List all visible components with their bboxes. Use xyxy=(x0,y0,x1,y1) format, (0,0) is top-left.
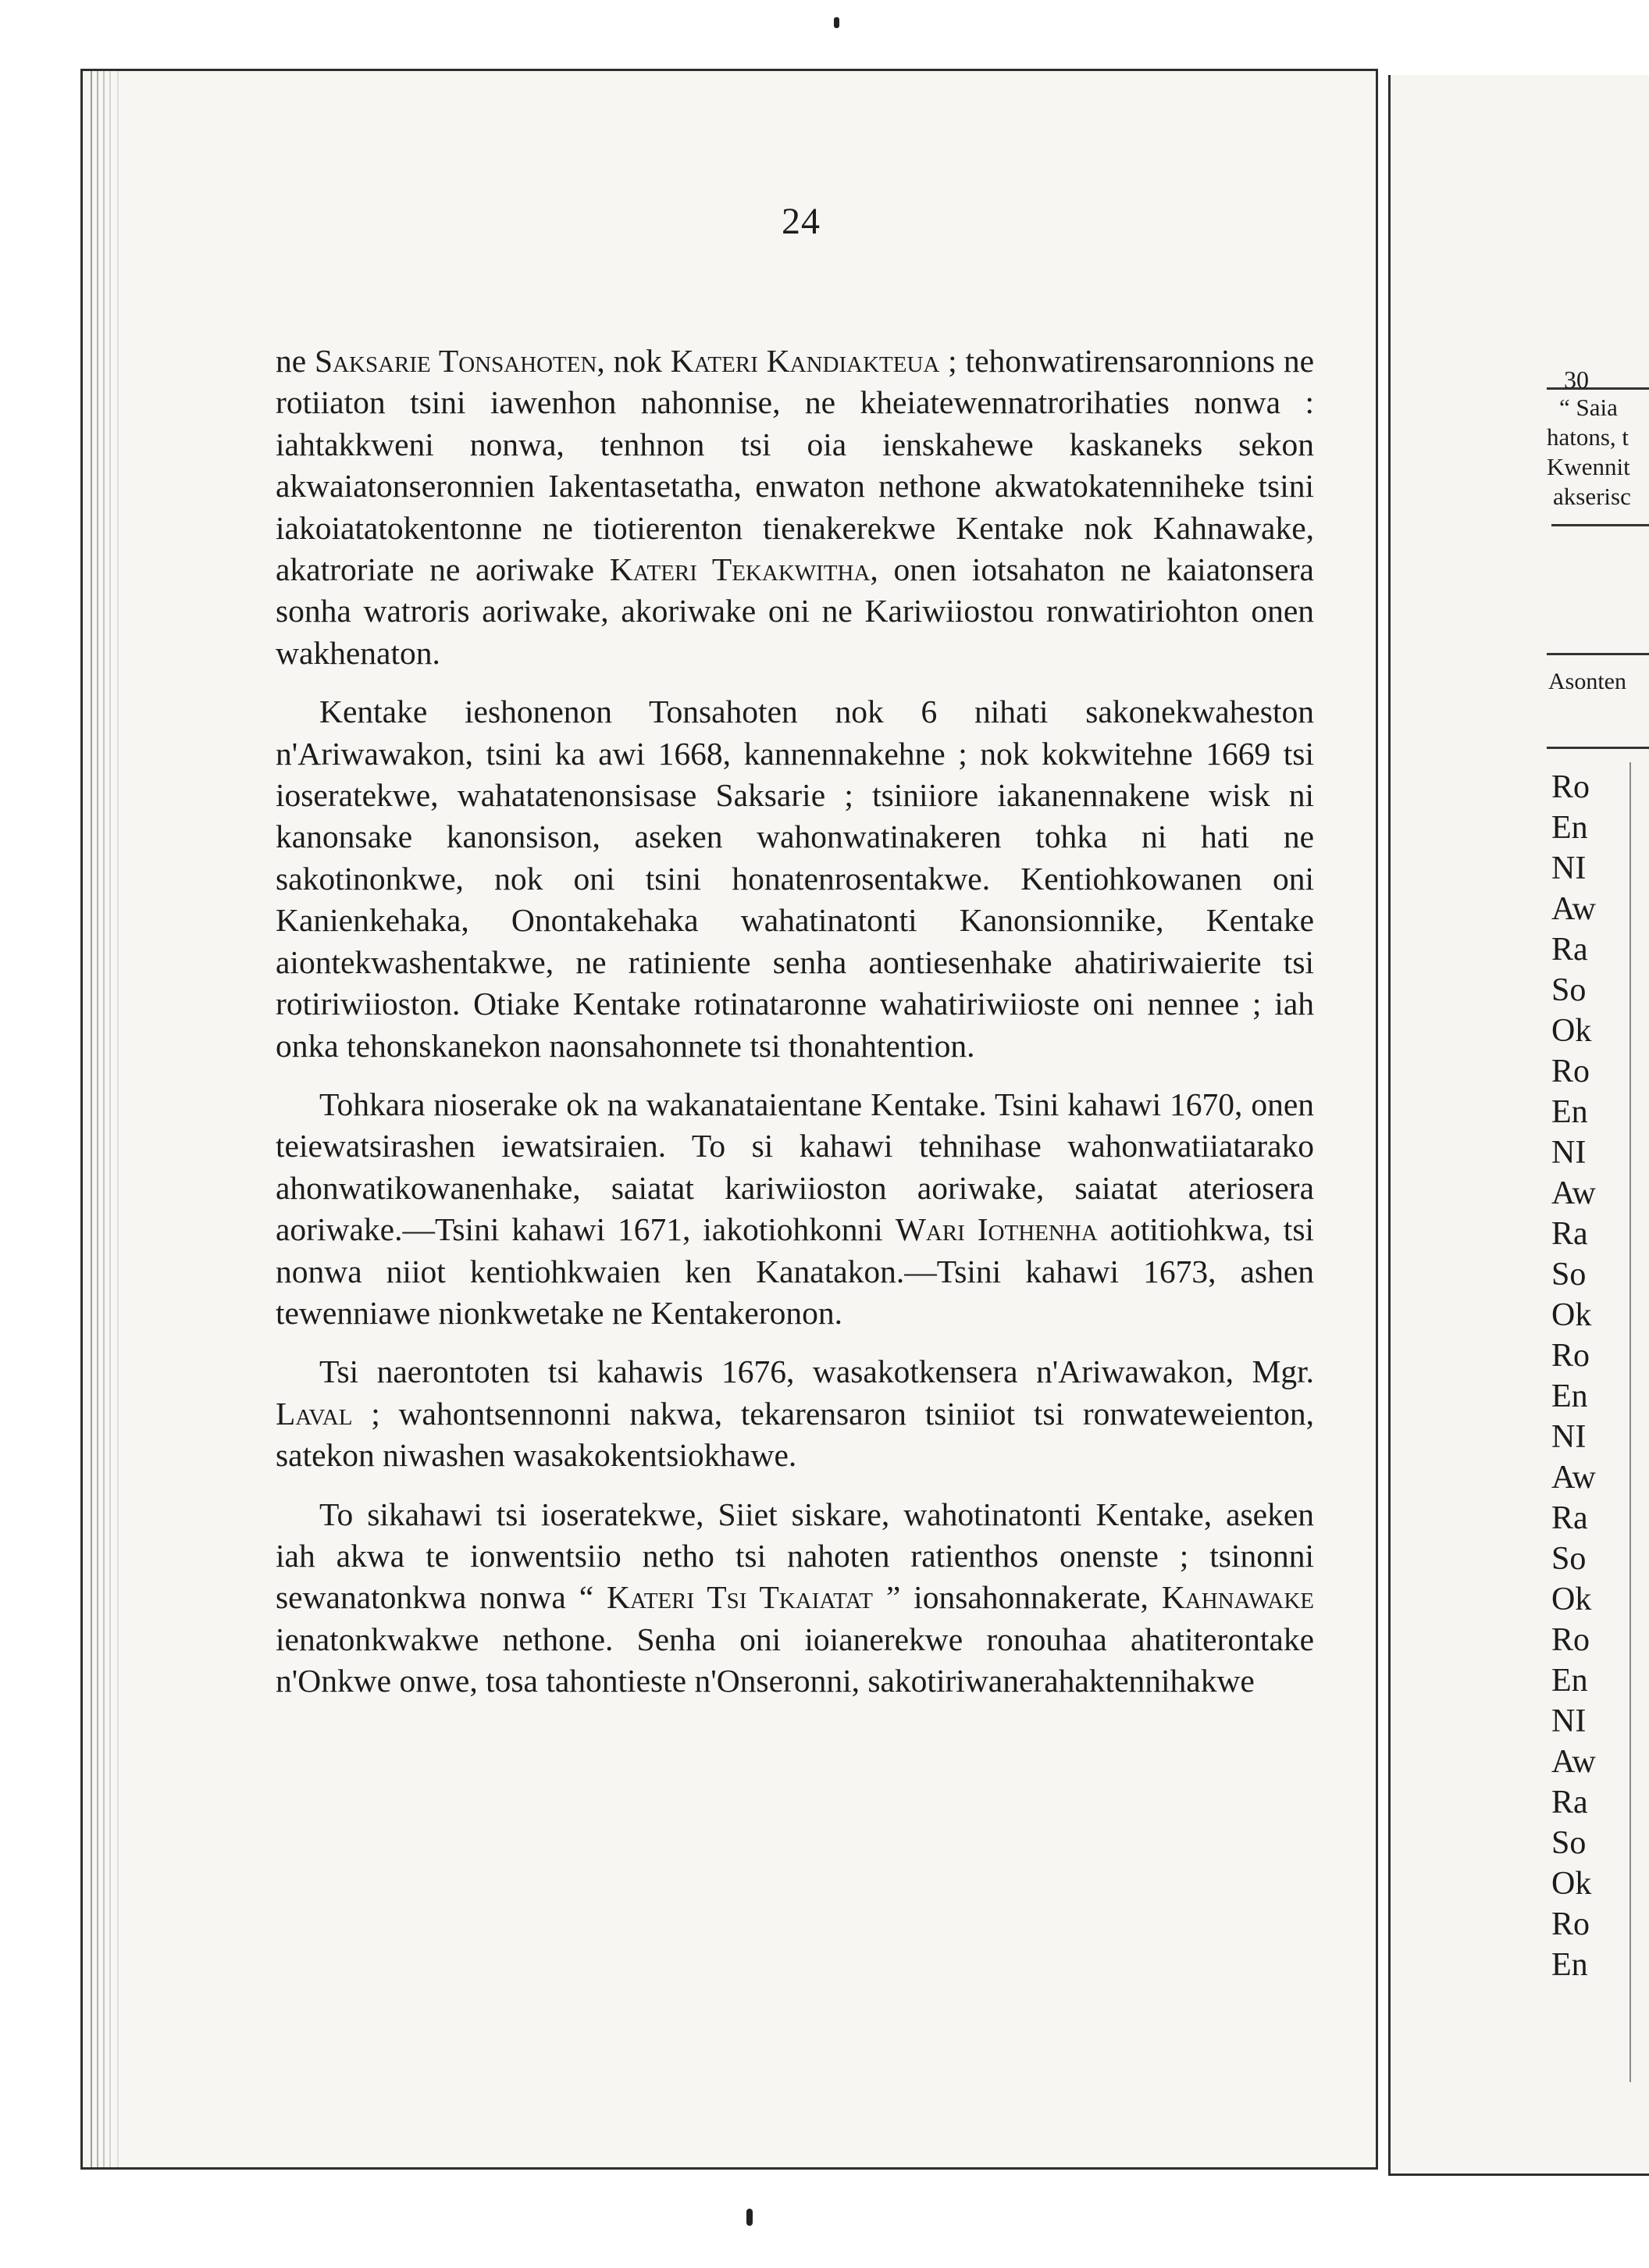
column-divider xyxy=(1629,762,1631,2082)
rule-line xyxy=(1547,653,1649,655)
list-item: Aw xyxy=(1551,1175,1596,1211)
name-small-caps: Kateri Tekakwitha xyxy=(609,551,871,588)
list-item: Ra xyxy=(1551,932,1588,968)
next-page-heading: Asonten xyxy=(1548,669,1626,694)
paragraph xyxy=(276,1084,1314,1334)
paragraph xyxy=(276,1494,1314,1703)
name-small-caps: Kateri Kandiakteua xyxy=(670,343,940,379)
list-item: Ra xyxy=(1551,1500,1588,1536)
next-page-number: 30 xyxy=(1564,366,1589,394)
list-item: NI xyxy=(1551,1135,1587,1171)
paragraph xyxy=(276,691,1314,1067)
name-small-caps: Kahnawake xyxy=(1161,1579,1314,1616)
list-item: So xyxy=(1551,972,1587,1008)
list-item: NI xyxy=(1551,850,1587,886)
next-page-list xyxy=(1551,767,1596,1985)
list-item: En xyxy=(1551,1378,1588,1414)
list-item: Aw xyxy=(1551,1744,1596,1780)
list-item: So xyxy=(1551,1825,1587,1861)
text-segment: ; tehonwatirensaronnions ne rotiiaton tsini iawenhon nahonnise, ne kheiatewennatrorihaties nonwa : iahtakkweni nonwa, tenhnon tsi oia ienskahewe kaskaneks sekon akwaiatonseronnien Iakentasetatha, enwaton nethone akwatokatenniheke tsini iakoiatatokentonne ne tiotierenton tienakerekwe Kentake nok Kahnawake, akatroriate ne aoriwake xyxy=(276,343,1314,588)
list-item: Ok xyxy=(1551,1582,1592,1617)
text-segment: ” ionsahonnakerate, xyxy=(872,1579,1162,1616)
list-item: Ro xyxy=(1551,1054,1590,1089)
book-page-right xyxy=(1388,75,1649,2176)
next-page-line: hatons, t xyxy=(1547,423,1629,451)
text-segment: , nok xyxy=(597,343,671,379)
next-page-line: “ Saia xyxy=(1559,394,1618,421)
text-segment: Kentake ieshonenon Tonsahoten nok 6 nihati sakonekwaheston n'Ariwawakon, tsini ka awi 1668, kannennakehne ; nok kokwitehne 1669 tsi ioseratekwe, wahatatenonsisase Saksarie ; tsiniiore iakanennakene wisk ni kanonsake kanonsison, aseken wahonwatinakeren tohka ni hati ne sakotinonkwe, nok oni tsini honatenrosentakwe. Kentiohkowanen oni Kanienkehaka, Onontakehaka wahatinatonti Kanonsionnike, Kentake aiontekwashentakwe, ne ratiniente senha aontiesenhake ahatiriwaierite tsi rotiriwiioston. Otiake Kentake rotinataronne wahatiriwiioste oni nennee ; iah onka tehonskanekon naonsahonnete tsi thonahtention. xyxy=(276,694,1314,1064)
rule-line xyxy=(1547,387,1649,390)
page-edge xyxy=(91,71,92,2167)
name-small-caps: Kateri Tsi Tkaiatat xyxy=(607,1579,873,1616)
paragraph xyxy=(276,341,1314,674)
text-segment: , onen iotsahaton ne kaiatonsera sonha watroris aoriwake, akoriwake oni ne Kariwiiostou ronwatiriohton onen wakhenaton. xyxy=(276,551,1314,671)
list-item: En xyxy=(1551,1947,1588,1983)
name-small-caps: Laval xyxy=(276,1395,353,1432)
list-item: Ok xyxy=(1551,1297,1592,1333)
text-segment: Tohkara nioserake ok na wakanataientane Kentake. Tsini kahawi 1670, onen teiewatsirashen iewatsiraien. To si kahawi tehnihase wahonwatiiatarako ahonwatikowanenhake, saiatat kariwiioston aoriwake, saiatat ateriosera aoriwake.—Tsini kahawi 1671, iakotiohkonni xyxy=(276,1086,1314,1248)
list-item: Ok xyxy=(1551,1013,1592,1049)
text-segment: Tsi naerontoten tsi kahawis 1676, wasakotkensera n'Ariwawakon, Mgr. xyxy=(319,1353,1314,1390)
page-edge xyxy=(103,71,105,2167)
list-item: Ro xyxy=(1551,769,1590,805)
book-page-left xyxy=(80,69,1378,2170)
page-edge xyxy=(109,71,111,2167)
list-item: Ra xyxy=(1551,1785,1588,1820)
text-segment: To sikahawi tsi ioseratekwe, Siiet siskare, wahotinatonti Kentake, aseken iah akwa te ionwentsiio netho tsi nahoten ratienthos onenste ; tsinonni sewanatonkwa nonwa “ xyxy=(276,1496,1314,1616)
text-segment: aotitiohkwa, tsi nonwa niiot kentiohkwaien ken Kanatakon.—Tsini kahawi 1673, ashen tewenniawe nionkwetake ne Kentakeronon. xyxy=(276,1211,1315,1331)
list-item: Ro xyxy=(1551,1906,1590,1942)
next-page-line: Kwennit xyxy=(1547,453,1630,480)
page-edge xyxy=(97,71,98,2167)
list-item: NI xyxy=(1551,1703,1587,1739)
rule-line xyxy=(1547,747,1649,749)
next-page-line: akserisc xyxy=(1553,483,1631,510)
rule-line xyxy=(1551,524,1649,526)
list-item: En xyxy=(1551,810,1588,846)
name-small-caps: Wari Iothenha xyxy=(895,1211,1098,1248)
list-item: Ra xyxy=(1551,1216,1588,1252)
body-text xyxy=(276,341,1314,1703)
list-item: Aw xyxy=(1551,891,1596,927)
name-small-caps: Saksarie Tonsahoten xyxy=(315,343,597,379)
list-item: NI xyxy=(1551,1419,1587,1455)
paragraph xyxy=(276,1351,1314,1476)
list-item: Ro xyxy=(1551,1622,1590,1658)
scan-mark-bottom xyxy=(746,2209,753,2226)
list-item: So xyxy=(1551,1541,1587,1577)
list-item: Aw xyxy=(1551,1460,1596,1496)
page-edge xyxy=(117,71,119,2167)
list-item: Ro xyxy=(1551,1338,1590,1374)
list-item: En xyxy=(1551,1663,1588,1699)
scan-mark-top xyxy=(834,17,839,28)
list-item: En xyxy=(1551,1094,1588,1130)
page-number: 24 xyxy=(782,201,821,242)
text-segment: ienatonkwakwe nethone. Senha oni ioianerekwe ronouhaa ahatiterontake n'Onkwe onwe, tosa tahontieste n'Onseronni, sakotiriwanerahaktennihakwe xyxy=(276,1621,1314,1699)
list-item: Ok xyxy=(1551,1866,1592,1902)
text-segment: ne xyxy=(276,343,315,379)
text-segment: ; wahontsennonni nakwa, tekarensaron tsiniiot tsi ronwateweienton, satekon niwashen wasakokentsiokhawe. xyxy=(276,1395,1314,1474)
list-item: So xyxy=(1551,1257,1587,1293)
